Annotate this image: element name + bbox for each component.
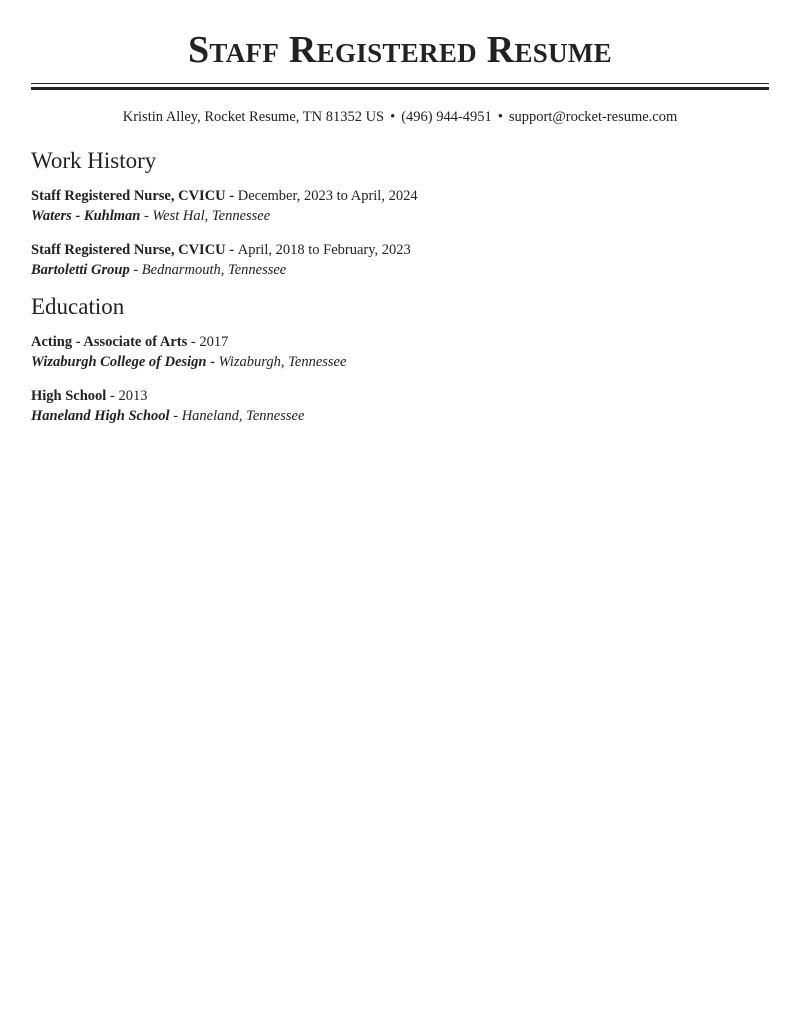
work-organization: Bartoletti Group bbox=[31, 262, 130, 278]
dash: - bbox=[206, 354, 219, 370]
work-entry bbox=[31, 186, 769, 226]
education-location: Haneland, Tennessee bbox=[181, 408, 305, 424]
work-organization: Waters - Kuhlman bbox=[31, 208, 141, 224]
education-degree: High School bbox=[31, 388, 107, 404]
work-history-heading: Work History bbox=[31, 148, 157, 173]
contact-email: support@rocket-resume.com bbox=[508, 109, 678, 125]
work-entry-org-line bbox=[31, 260, 769, 280]
work-entry bbox=[31, 240, 769, 280]
work-entry-org-line bbox=[31, 206, 769, 226]
education-degree: Acting - Associate of Arts bbox=[31, 334, 188, 350]
contact-separator: • bbox=[390, 109, 396, 125]
resume-title: Staff Registered Resume bbox=[188, 29, 612, 71]
education-year: 2017 bbox=[199, 334, 229, 350]
work-location: Bednarmouth, Tennessee bbox=[141, 262, 287, 278]
education-entry-school-line bbox=[31, 352, 769, 372]
dash: - bbox=[106, 388, 119, 404]
education-entry-school-line bbox=[31, 406, 769, 426]
work-location: West Hal, Tennessee bbox=[152, 208, 271, 224]
dash: - bbox=[225, 242, 238, 258]
contact-phone: (496) 944-4951 bbox=[401, 109, 492, 125]
education-entry bbox=[31, 332, 769, 372]
work-dates: April, 2018 to February, 2023 bbox=[237, 242, 411, 258]
dash: - bbox=[225, 188, 238, 204]
work-position: Staff Registered Nurse, CVICU bbox=[31, 242, 226, 258]
contact-separator: • bbox=[497, 109, 503, 125]
education-location: Wizaburgh, Tennessee bbox=[218, 354, 347, 370]
work-dates: December, 2023 to April, 2024 bbox=[237, 188, 418, 204]
education-school: Wizaburgh College of Design bbox=[31, 354, 207, 370]
dash: - bbox=[187, 334, 200, 350]
education-entry bbox=[31, 386, 769, 426]
education-year: 2013 bbox=[118, 388, 148, 404]
education-entry-title-line bbox=[31, 386, 769, 406]
contact-address: Kristin Alley, Rocket Resume, TN 81352 US bbox=[122, 109, 385, 125]
education-school: Haneland High School bbox=[31, 408, 170, 424]
dash: - bbox=[129, 262, 142, 278]
education-heading: Education bbox=[31, 294, 125, 319]
contact-line bbox=[31, 107, 769, 127]
education-entry-title-line bbox=[31, 332, 769, 352]
dash: - bbox=[169, 408, 182, 424]
dash: - bbox=[140, 208, 153, 224]
work-entry-title-line bbox=[31, 240, 769, 260]
work-position: Staff Registered Nurse, CVICU bbox=[31, 188, 226, 204]
title-divider bbox=[31, 83, 769, 90]
work-entry-title-line bbox=[31, 186, 769, 206]
